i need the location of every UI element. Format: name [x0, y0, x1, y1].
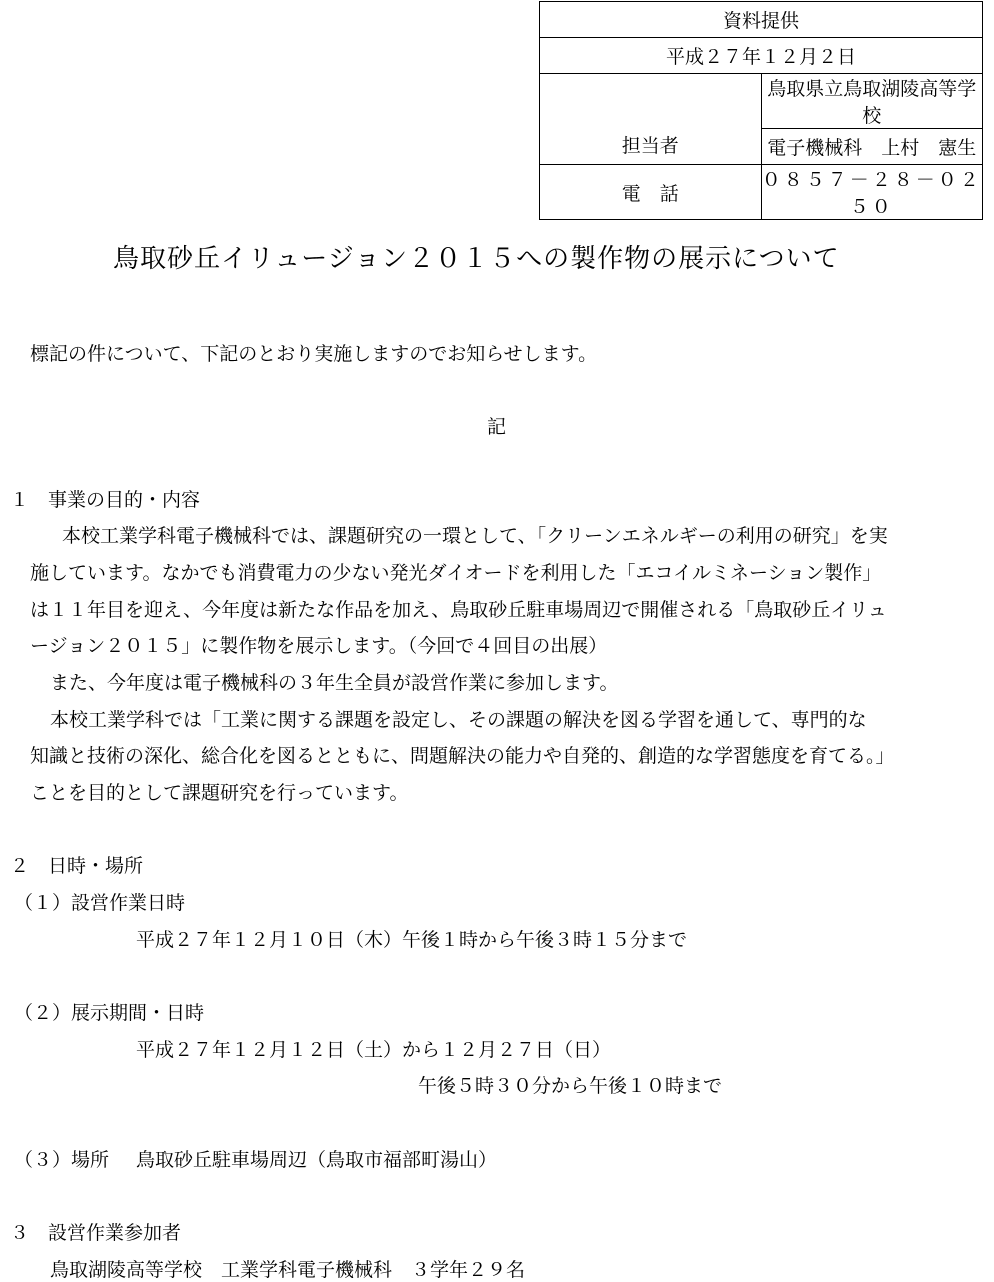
section-3-heading: ３ 設営作業参加者	[10, 1222, 182, 1244]
section-1-line: ことを目的として課題研究を行っています。	[30, 782, 409, 804]
date-cell: 平成２７年１２月２日	[540, 38, 983, 74]
section-2-sub2-time: 午後５時３０分から午後１０時まで	[418, 1075, 723, 1097]
section-1-line: 施しています。なかでも消費電力の少ない発光ダイオードを利用した「エコイルミネーション製作」	[30, 562, 882, 584]
school-cell: 鳥取県立鳥取湖陵高等学校	[761, 74, 983, 129]
section-1-line: 本校工業学科では「工業に関する課題を設定し、その課題の解決を図る学習を通して、専門的な	[50, 709, 867, 731]
section-1-line: は１１年目を迎え、今年度は新たな作品を加え、鳥取砂丘駐車場周辺で開催される「鳥取砂丘イリュ	[30, 599, 887, 621]
section-1-line: 本校工業学科電子機械科では、課題研究の一環として、「クリーンエネルギーの利用の研究」を実	[62, 525, 888, 547]
section-1-heading: １ 事業の目的・内容	[10, 489, 201, 511]
section-2-sub1-heading: （１）設営作業日時	[14, 892, 186, 914]
person-label-cell	[540, 74, 762, 165]
section-3-text: 鳥取湖陵高等学校 工業学科電子機械科 ３学年２９名	[50, 1259, 526, 1281]
section-2-sub2-heading: （２）展示期間・日時	[14, 1002, 205, 1024]
section-2-sub1-text: 平成２７年１２月１０日（木）午後１時から午後３時１５分まで	[136, 929, 688, 951]
section-2-sub2-text: 平成２７年１２月１２日（土）から１２月２７日（日）	[136, 1039, 612, 1061]
intro-text: 標記の件について、下記のとおり実施しますのでお知らせします。	[30, 343, 598, 365]
phone-label-cell: 電 話	[540, 165, 762, 220]
ki-mark: 記	[487, 416, 507, 438]
section-2-sub3-text: 鳥取砂丘駐車場周辺（鳥取市福部町湯山）	[136, 1149, 498, 1171]
section-2-heading: ２ 日時・場所	[10, 855, 144, 877]
section-1-line: 知識と技術の深化、総合化を図るとともに、問題解決の能力や自発的、創造的な学習態度を育てる。」	[30, 745, 895, 767]
section-1-line: ージョン２０１５」に製作物を展示します。（今回で４回目の出展）	[30, 635, 608, 657]
page-title: 鳥取砂丘イリュージョン２０１５への製作物の展示について	[113, 244, 840, 274]
section-2-sub3-heading: （３）場所	[14, 1149, 110, 1171]
provided-cell: 資料提供	[540, 2, 983, 38]
section-1-line: また、今年度は電子機械科の３年生全員が設営作業に参加します。	[50, 672, 619, 694]
person-cell: 電子機械科 上村 憲生	[761, 129, 983, 165]
phone-cell: ０８５７－２８－０２５０	[761, 165, 983, 220]
person-label: 担当者	[621, 135, 679, 157]
info-table	[539, 1, 983, 220]
